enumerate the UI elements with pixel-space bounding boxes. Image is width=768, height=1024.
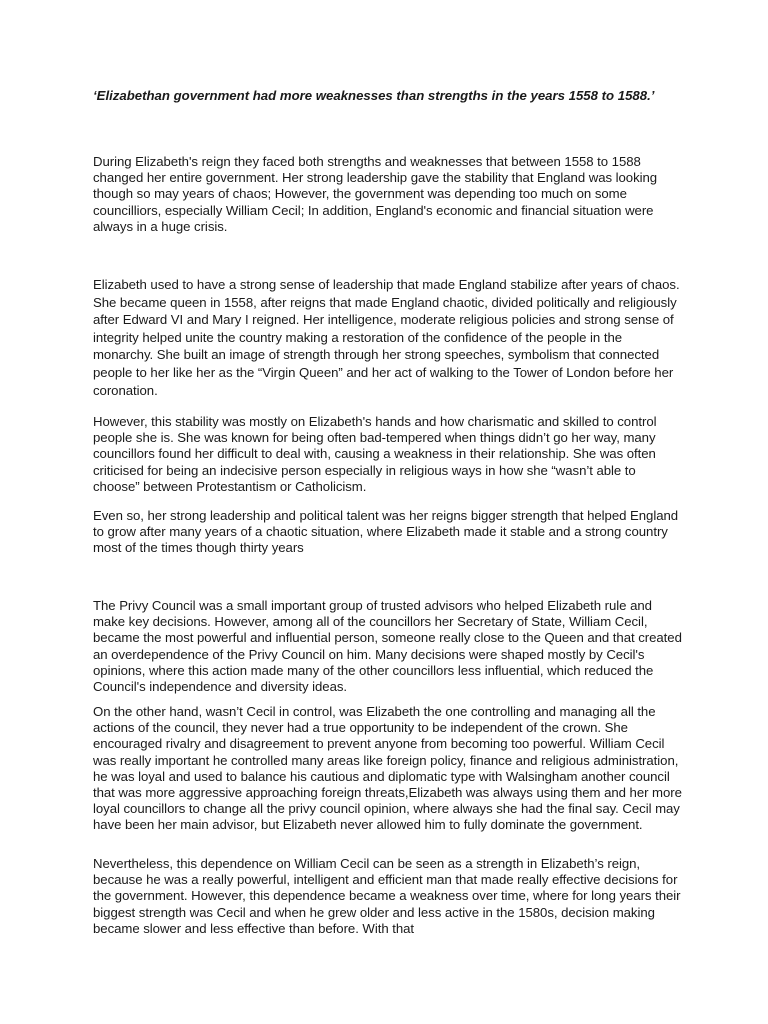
paragraph-leadership-conclusion: Even so, her strong leadership and political talent was her reigns bigger strength that helped England to grow after many years of a chaotic situation, where Elizabeth made it stable and a strong country most of the times though thirty years xyxy=(93,508,679,556)
paragraph-introduction: During Elizabeth's reign they faced both strengths and weaknesses that between 1558 to 1588 changed her entire government. Her strong leadership gave the stability that England was looking though so may years of chaos; However, the government was depending too much on some councilliors, especially William Cecil; In addition, England's economic and financial situation were always in a huge crisis. xyxy=(93,154,658,234)
document-page xyxy=(93,87,683,936)
essay-title: ‘Elizabethan government had more weaknesses than strengths in the years 1558 to 1588.’ xyxy=(93,88,655,103)
paragraph-elizabeth-control: On the other hand, wasn’t Cecil in control, was Elizabeth the one controlling and managing all the actions of the council, they never had a true opportunity to be independent of the crown. She encouraged rivalry and disagreement to prevent anyone from becoming too powerful. William Cecil was really important he controlled many areas like foreign policy, finance and religious administration, he was loyal and used to balance his cautious and diplomatic type with Walsingham another council that was more aggressive approaching foreign threats,Elizabeth was always using them and her more loyal councillors to change all the privy council opinion, where always she had the final say. Cecil may have been her main advisor, but Elizabeth never allowed him to fully dominate the government. xyxy=(93,704,682,833)
paragraph-leadership-weakness: However, this stability was mostly on Elizabeth's hands and how charismatic and skilled to control people she is. She was known for being often bad-tempered when things didn’t go her way, many councillors found her difficult to deal with, causing a weakness in their relationship. She was often criticised for being an indecisive person especially in religious ways in how she “wasn’t able to choose” between Protestantism or Catholicism. xyxy=(93,414,657,494)
paragraph-leadership-strength: Elizabeth used to have a strong sense of leadership that made England stabilize after years of chaos. She became queen in 1558, after reigns that made England chaotic, divided politically and religiously after Edward VI and Mary I reigned. Her intelligence, moderate religious policies and strong sense of integrity helped unite the country making a restoration of the confidence of the people in the monarchy. She built an image of strength through her strong speeches, symbolism that connected people to her like her as the “Virgin Queen” and her act of walking to the Tower of London before her coronation. xyxy=(93,277,680,398)
paragraph-privy-council: The Privy Council was a small important group of trusted advisors who helped Elizabeth rule and make key decisions. However, among all of the councillors her Secretary of State, William Cecil, became the most powerful and influential person, someone really close to the Queen and that created an overdependence of the Privy Council on him. Many decisions were shaped mostly by Cecil's opinions, where this action made many of the other councillors less influential, which reduced the Council's independence and diversity ideas. xyxy=(93,598,682,695)
paragraph-cecil-dependence: Nevertheless, this dependence on William Cecil can be seen as a strength in Elizabeth’s reign, because he was a really powerful, intelligent and efficient man that made really effective decisions for the government. However, this dependence became a weakness over time, where for long years their biggest strength was Cecil and when he grew older and less active in the 1580s, decision making became slower and less effective than before. With that xyxy=(93,856,681,936)
